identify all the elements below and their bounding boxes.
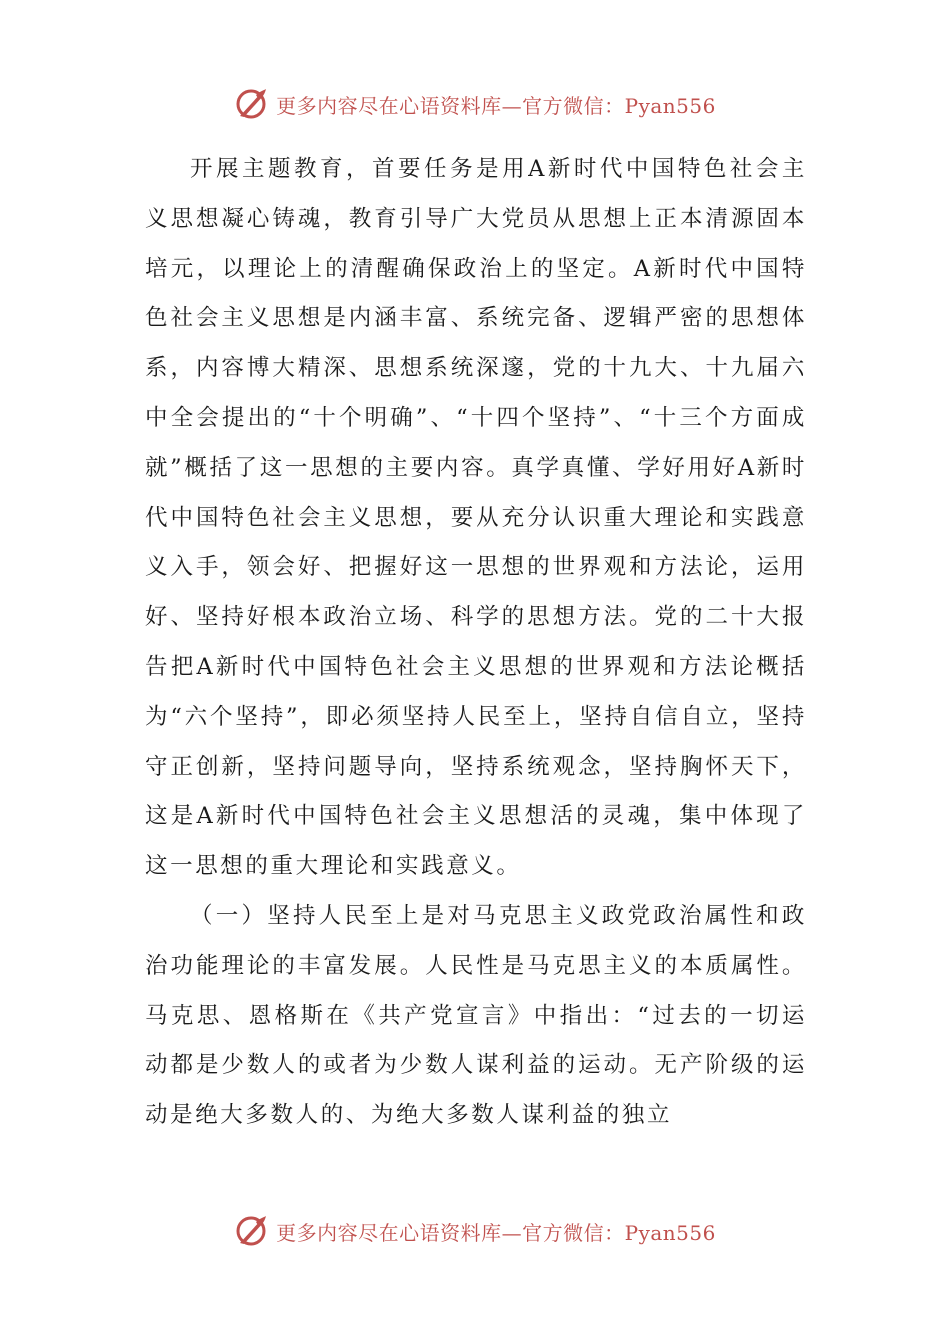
header-banner <box>0 84 950 124</box>
body-paragraph: 开展主题教育，首要任务是用A新时代中国特色社会主义思想凝心铸魂，教育引导广大党员从思想上正本清源固本培元，以理论上的清醒确保政治上的坚定。A新时代中国特色社会主义思想是内涵丰富、系统完备、逻辑严密的思想体系，内容博大精深、思想系统深邃，党的十九大、十九届六中全会提出的“十个明确”、“十四个坚持”、“十三个方面成就”概括了这一思想的主要内容。真学真懂、学好用好A新时代中国特色社会主义思想，要从充分认识重大理论和实践意义入手，领会好、把握好这一思想的世界观和方法论，运用好、坚持好根本政治立场、科学的思想方法。党的二十大报告把A新时代中国特色社会主义思想的世界观和方法论概括为“六个坚持”，即必须坚持人民至上，坚持自信自立，坚持守正创新，坚持问题导向，坚持系统观念，坚持胸怀天下，这是A新时代中国特色社会主义思想活的灵魂，集中体现了这一思想的重大理论和实践意义。 <box>145 156 807 880</box>
header-banner-text: 更多内容尽在心语资料库—官方微信：Pyan556 <box>276 93 716 118</box>
document-body <box>145 145 807 1141</box>
quill-circle-logo-icon <box>234 87 268 121</box>
body-paragraph: （一）坚持人民至上是对马克思主义政党政治属性和政治功能理论的丰富发展。人民性是马克思主义的本质属性。马克思、恩格斯在《共产党宣言》中指出：“过去的一切运动都是少数人的或者为少数人谋利益的运动。无产阶级的运动是绝大多数人的、为绝大多数人谋利益的独立 <box>145 902 807 1129</box>
quill-circle-logo-icon <box>234 1214 268 1248</box>
footer-banner-text: 更多内容尽在心语资料库—官方微信：Pyan556 <box>276 1220 716 1245</box>
footer-banner <box>0 1211 950 1251</box>
